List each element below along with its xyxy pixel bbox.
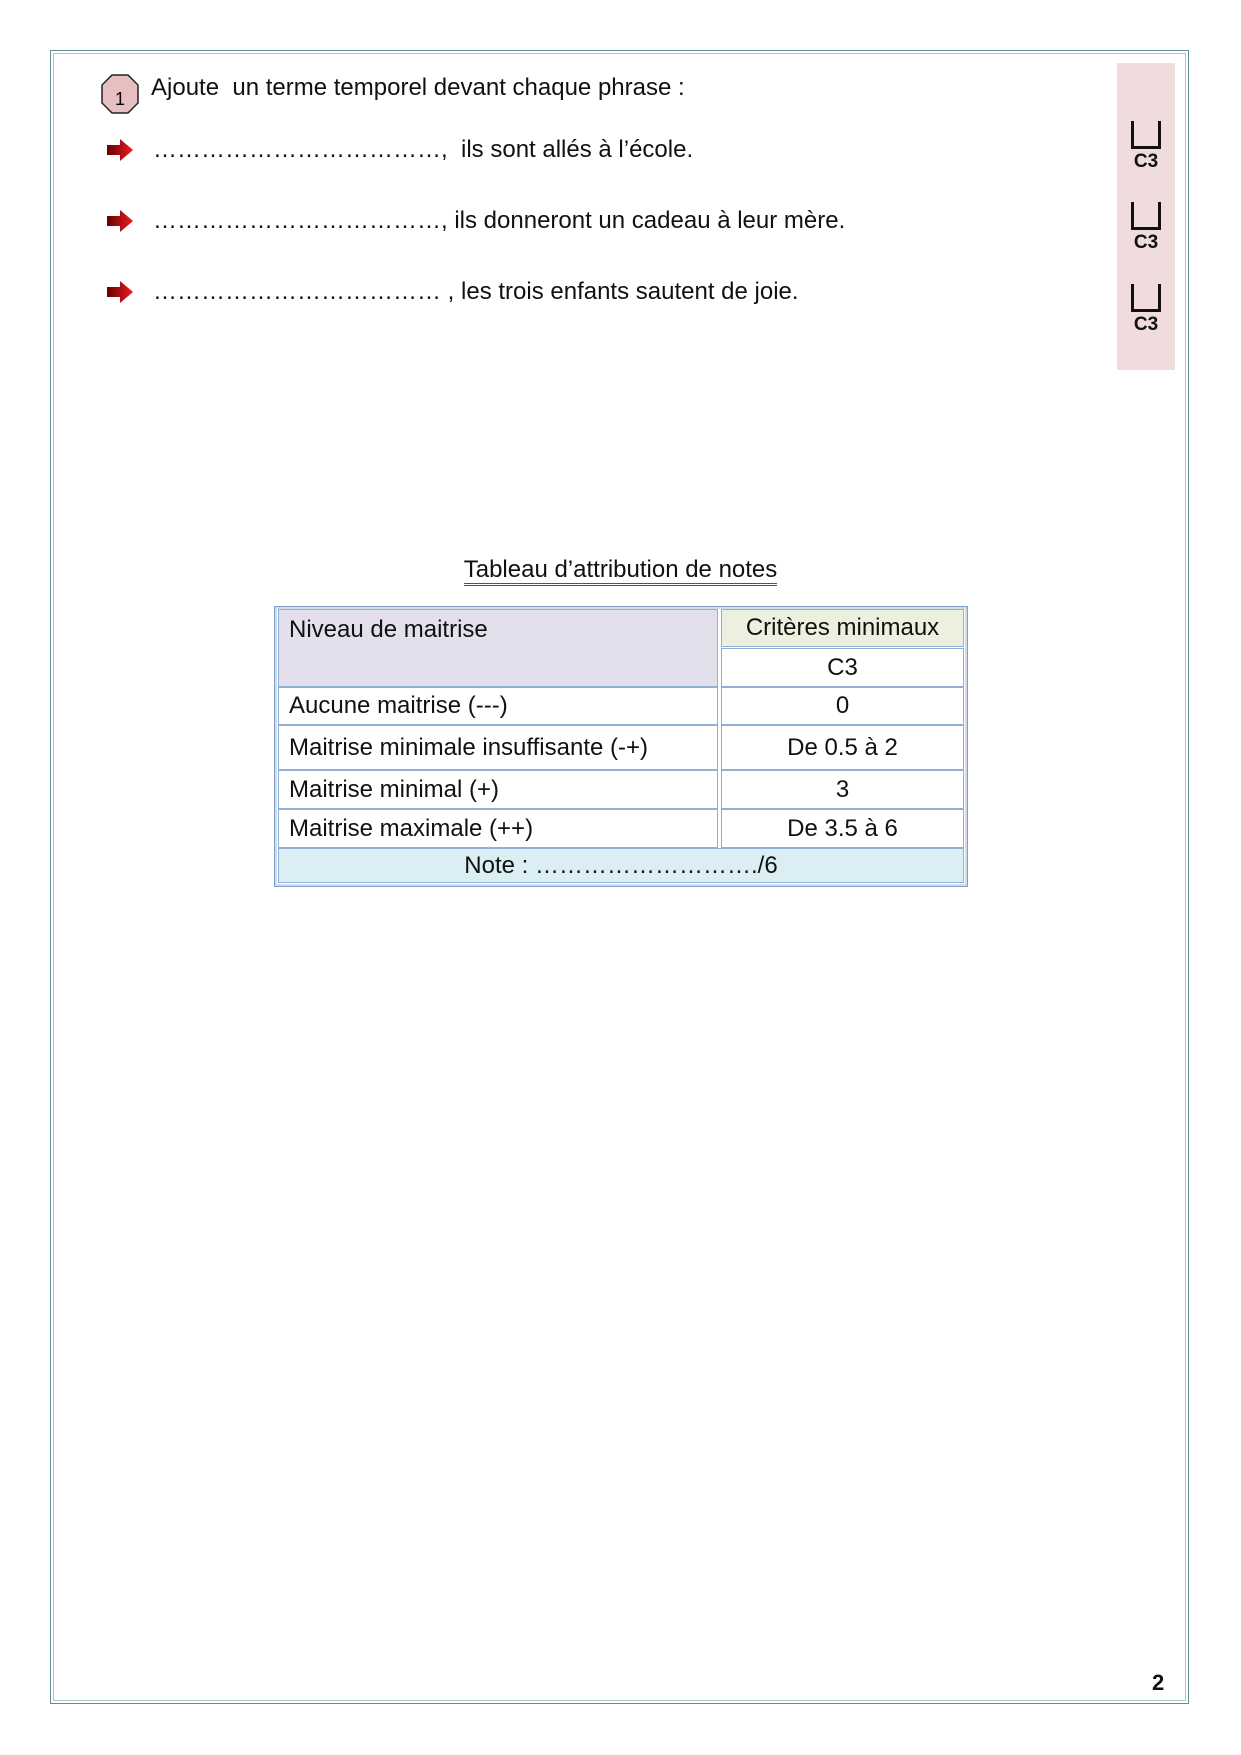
table-row-level: Aucune maitrise (---)	[278, 687, 718, 725]
criteria-slot	[1131, 202, 1161, 254]
exercise-number: 1	[114, 89, 126, 109]
table-row-score: De 0.5 à 2	[721, 725, 964, 770]
arrow-right-icon	[107, 210, 133, 232]
sentence-text: les trois enfants sautent de joie.	[454, 278, 799, 305]
criteria-label: C3	[1133, 151, 1159, 172]
table-title	[0, 556, 1241, 584]
exercise-instruction: Ajoute un terme temporel devant chaque phrase :	[151, 74, 685, 101]
criteria-label: C3	[1133, 314, 1159, 335]
table-row-score: 0	[721, 687, 964, 725]
blank-field[interactable]: ………………………………,	[153, 207, 448, 234]
table-title-text: Tableau d’attribution de notes	[464, 556, 778, 586]
table-row-level: Maitrise minimale insuffisante (-+)	[278, 725, 718, 770]
blank-field[interactable]: ……………………………… ,	[153, 278, 455, 305]
criteria-label: C3	[1133, 232, 1159, 253]
grading-table	[274, 606, 968, 887]
criteria-slot	[1131, 284, 1161, 336]
table-row-level: Maitrise minimal (+)	[278, 770, 718, 809]
sentence-text: ils donneront un cadeau à leur mère.	[447, 207, 846, 234]
table-row-level: Maitrise maximale (++)	[278, 809, 718, 848]
arrow-right-icon	[107, 139, 133, 161]
exercise-number-badge	[101, 74, 139, 114]
sentence-text: ils sont allés à l’école.	[447, 136, 694, 163]
exercise-item	[107, 136, 693, 164]
criteria-slot	[1131, 121, 1161, 173]
exercise-item	[107, 278, 799, 306]
checkbox-bracket-icon[interactable]	[1131, 121, 1161, 149]
header-level: Niveau de maitrise	[278, 609, 718, 687]
arrow-right-icon	[107, 281, 133, 303]
header-c3: C3	[721, 648, 964, 687]
blank-field[interactable]: ………………………………,	[153, 136, 448, 163]
table-row-score: De 3.5 à 6	[721, 809, 964, 848]
checkbox-bracket-icon[interactable]	[1131, 202, 1161, 230]
note-field[interactable]: Note : ………………………./6	[278, 848, 964, 883]
exercise-item	[107, 207, 845, 235]
table-row-score: 3	[721, 770, 964, 809]
header-criteria: Critères minimaux	[721, 609, 964, 647]
checkbox-bracket-icon[interactable]	[1131, 284, 1161, 312]
page-number: 2	[1152, 1670, 1165, 1695]
